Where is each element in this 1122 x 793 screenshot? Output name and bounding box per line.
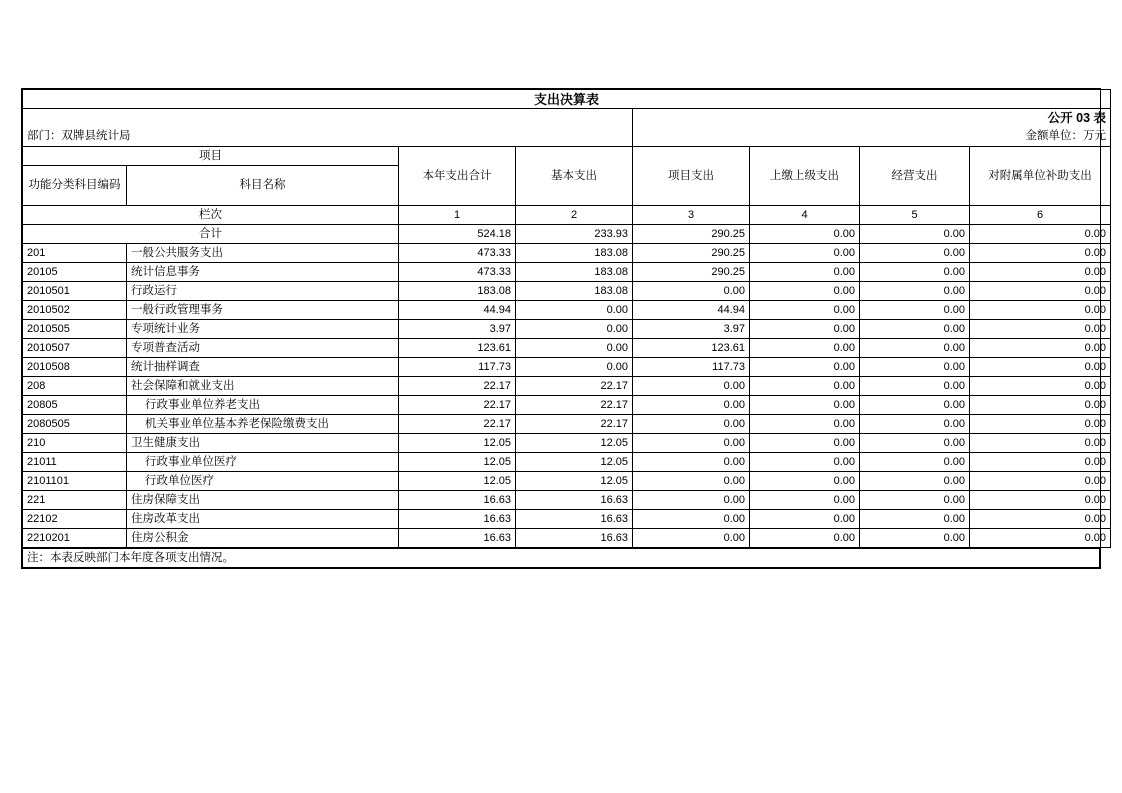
row-code: 201 [23, 244, 127, 263]
row-name: 住房保障支出 [127, 491, 399, 510]
row-value-3: 0.00 [633, 377, 750, 396]
row-name: 住房公积金 [127, 529, 399, 548]
row-value-2: 22.17 [516, 415, 633, 434]
column-index-5: 5 [860, 206, 970, 225]
row-value-3: 0.00 [633, 453, 750, 472]
row-value-1: 16.63 [399, 529, 516, 548]
row-value-4: 0.00 [750, 415, 860, 434]
row-value-3: 0.00 [633, 491, 750, 510]
row-value-4: 0.00 [750, 358, 860, 377]
row-value-2: 22.17 [516, 377, 633, 396]
column-index-2: 2 [516, 206, 633, 225]
row-value-3: 290.25 [633, 244, 750, 263]
row-code: 2101101 [23, 472, 127, 491]
column-index-4: 4 [750, 206, 860, 225]
row-value-3: 290.25 [633, 263, 750, 282]
title-row [23, 90, 1111, 109]
row-value-1: 473.33 [399, 244, 516, 263]
row-value-3: 3.97 [633, 320, 750, 339]
row-value-6: 0.00 [970, 301, 1111, 320]
row-name: 一般公共服务支出 [127, 244, 399, 263]
table-row [23, 415, 1111, 434]
row-value-4: 0.00 [750, 510, 860, 529]
header-basic: 基本支出 [516, 147, 633, 206]
table-row [23, 263, 1111, 282]
row-value-4: 0.00 [750, 396, 860, 415]
row-value-6: 0.00 [970, 529, 1111, 548]
row-value-6: 0.00 [970, 453, 1111, 472]
row-value-2: 12.05 [516, 472, 633, 491]
row-value-6: 0.00 [970, 377, 1111, 396]
table-row [23, 472, 1111, 491]
row-code: 2010505 [23, 320, 127, 339]
column-index-6: 6 [970, 206, 1111, 225]
row-code: 22102 [23, 510, 127, 529]
row-value-2: 183.08 [516, 263, 633, 282]
row-name: 住房改革支出 [127, 510, 399, 529]
table-row [23, 282, 1111, 301]
row-value-4: 0.00 [750, 244, 860, 263]
total-row-value-5: 0.00 [860, 225, 970, 244]
row-value-2: 183.08 [516, 244, 633, 263]
row-value-5: 0.00 [860, 472, 970, 491]
row-value-3: 44.94 [633, 301, 750, 320]
row-value-6: 0.00 [970, 472, 1111, 491]
row-value-1: 123.61 [399, 339, 516, 358]
note-row [23, 549, 1100, 568]
row-name: 统计抽样调查 [127, 358, 399, 377]
row-value-3: 0.00 [633, 396, 750, 415]
row-value-1: 22.17 [399, 377, 516, 396]
row-code: 2210201 [23, 529, 127, 548]
row-value-2: 12.05 [516, 434, 633, 453]
row-value-1: 3.97 [399, 320, 516, 339]
table-row [23, 358, 1111, 377]
row-code: 221 [23, 491, 127, 510]
row-value-5: 0.00 [860, 529, 970, 548]
row-value-1: 16.63 [399, 510, 516, 529]
total-row-label: 合计 [23, 225, 399, 244]
row-value-2: 22.17 [516, 396, 633, 415]
row-value-6: 0.00 [970, 358, 1111, 377]
row-value-6: 0.00 [970, 263, 1111, 282]
header-group-row [23, 147, 1111, 166]
row-value-5: 0.00 [860, 491, 970, 510]
row-value-5: 0.00 [860, 339, 970, 358]
row-code: 208 [23, 377, 127, 396]
row-name: 社会保障和就业支出 [127, 377, 399, 396]
row-value-4: 0.00 [750, 491, 860, 510]
header-project: 项目支出 [633, 147, 750, 206]
header-name: 科目名称 [127, 166, 399, 206]
column-index-3: 3 [633, 206, 750, 225]
row-value-4: 0.00 [750, 339, 860, 358]
row-value-2: 16.63 [516, 529, 633, 548]
row-value-5: 0.00 [860, 244, 970, 263]
row-value-1: 12.05 [399, 434, 516, 453]
total-row-value-2: 233.93 [516, 225, 633, 244]
row-value-1: 16.63 [399, 491, 516, 510]
row-value-5: 0.00 [860, 320, 970, 339]
row-value-1: 22.17 [399, 415, 516, 434]
row-value-4: 0.00 [750, 434, 860, 453]
header-total: 本年支出合计 [399, 147, 516, 206]
expenditure-statement-sheet [21, 88, 1107, 569]
row-value-5: 0.00 [860, 358, 970, 377]
row-value-1: 22.17 [399, 396, 516, 415]
row-value-1: 44.94 [399, 301, 516, 320]
row-value-3: 0.00 [633, 472, 750, 491]
row-name: 统计信息事务 [127, 263, 399, 282]
row-code: 20105 [23, 263, 127, 282]
row-name: 机关事业单位基本养老保险缴费支出 [127, 415, 399, 434]
row-value-1: 183.08 [399, 282, 516, 301]
row-value-5: 0.00 [860, 396, 970, 415]
table-row [23, 377, 1111, 396]
row-value-6: 0.00 [970, 396, 1111, 415]
row-name: 专项普查活动 [127, 339, 399, 358]
row-value-5: 0.00 [860, 434, 970, 453]
header-code: 功能分类科目编码 [23, 166, 127, 206]
row-code: 2010508 [23, 358, 127, 377]
row-value-4: 0.00 [750, 282, 860, 301]
row-value-4: 0.00 [750, 453, 860, 472]
form-number-row [23, 109, 1111, 128]
row-value-6: 0.00 [970, 339, 1111, 358]
row-name: 行政单位医疗 [127, 472, 399, 491]
row-value-5: 0.00 [860, 453, 970, 472]
row-value-3: 123.61 [633, 339, 750, 358]
header-subsidy: 对附属单位补助支出 [970, 147, 1111, 206]
row-name: 一般行政管理事务 [127, 301, 399, 320]
table-row [23, 453, 1111, 472]
row-code: 20805 [23, 396, 127, 415]
table-row [23, 529, 1111, 548]
row-value-1: 473.33 [399, 263, 516, 282]
row-name: 行政运行 [127, 282, 399, 301]
row-value-6: 0.00 [970, 434, 1111, 453]
row-value-2: 0.00 [516, 339, 633, 358]
row-value-2: 0.00 [516, 301, 633, 320]
row-value-4: 0.00 [750, 377, 860, 396]
row-code: 21011 [23, 453, 127, 472]
row-value-1: 12.05 [399, 472, 516, 491]
row-name: 行政事业单位医疗 [127, 453, 399, 472]
row-value-3: 0.00 [633, 282, 750, 301]
total-row-value-4: 0.00 [750, 225, 860, 244]
row-value-5: 0.00 [860, 263, 970, 282]
row-value-5: 0.00 [860, 282, 970, 301]
table-body [23, 90, 1111, 548]
row-value-1: 117.73 [399, 358, 516, 377]
row-value-1: 12.05 [399, 453, 516, 472]
row-code: 2010502 [23, 301, 127, 320]
column-index-row [23, 206, 1111, 225]
row-value-2: 16.63 [516, 510, 633, 529]
row-value-5: 0.00 [860, 377, 970, 396]
row-value-5: 0.00 [860, 510, 970, 529]
header-upper: 上缴上级支出 [750, 147, 860, 206]
total-row-value-6: 0.00 [970, 225, 1111, 244]
page-title: 支出决算表 [23, 90, 1111, 109]
row-value-5: 0.00 [860, 415, 970, 434]
row-value-6: 0.00 [970, 415, 1111, 434]
row-value-2: 16.63 [516, 491, 633, 510]
row-value-3: 0.00 [633, 415, 750, 434]
row-value-2: 0.00 [516, 320, 633, 339]
row-name: 卫生健康支出 [127, 434, 399, 453]
row-value-6: 0.00 [970, 491, 1111, 510]
table-row [23, 510, 1111, 529]
row-value-2: 183.08 [516, 282, 633, 301]
table-row [23, 491, 1111, 510]
table-row [23, 244, 1111, 263]
header-operating: 经营支出 [860, 147, 970, 206]
department-label: 部门：双牌县统计局 [23, 128, 633, 147]
form-number: 公开 03 表 [633, 109, 1111, 128]
column-index-label: 栏次 [23, 206, 399, 225]
row-value-5: 0.00 [860, 301, 970, 320]
row-code: 210 [23, 434, 127, 453]
table-row [23, 320, 1111, 339]
row-value-4: 0.00 [750, 301, 860, 320]
row-value-3: 0.00 [633, 529, 750, 548]
table-row [23, 434, 1111, 453]
table-row [23, 301, 1111, 320]
total-row [23, 225, 1111, 244]
row-value-3: 0.00 [633, 510, 750, 529]
row-value-2: 0.00 [516, 358, 633, 377]
row-name: 专项统计业务 [127, 320, 399, 339]
header-group-item: 项目 [23, 147, 399, 166]
table-note: 注：本表反映部门本年度各项支出情况。 [23, 549, 1100, 568]
row-value-3: 0.00 [633, 434, 750, 453]
row-value-4: 0.00 [750, 472, 860, 491]
row-value-6: 0.00 [970, 510, 1111, 529]
row-name: 行政事业单位养老支出 [127, 396, 399, 415]
row-code: 2010501 [23, 282, 127, 301]
row-code: 2010507 [23, 339, 127, 358]
department-unit-row [23, 128, 1111, 147]
amount-unit-label: 金额单位：万元 [633, 128, 1111, 147]
row-value-4: 0.00 [750, 320, 860, 339]
table-row [23, 339, 1111, 358]
note-container [22, 548, 1100, 568]
row-code: 2080505 [23, 415, 127, 434]
total-row-value-3: 290.25 [633, 225, 750, 244]
row-value-6: 0.00 [970, 244, 1111, 263]
row-value-6: 0.00 [970, 282, 1111, 301]
row-value-4: 0.00 [750, 263, 860, 282]
expenditure-table [22, 89, 1111, 548]
table-row [23, 396, 1111, 415]
row-value-6: 0.00 [970, 320, 1111, 339]
row-value-4: 0.00 [750, 529, 860, 548]
column-index-1: 1 [399, 206, 516, 225]
total-row-value-1: 524.18 [399, 225, 516, 244]
row-value-2: 12.05 [516, 453, 633, 472]
row-value-3: 117.73 [633, 358, 750, 377]
